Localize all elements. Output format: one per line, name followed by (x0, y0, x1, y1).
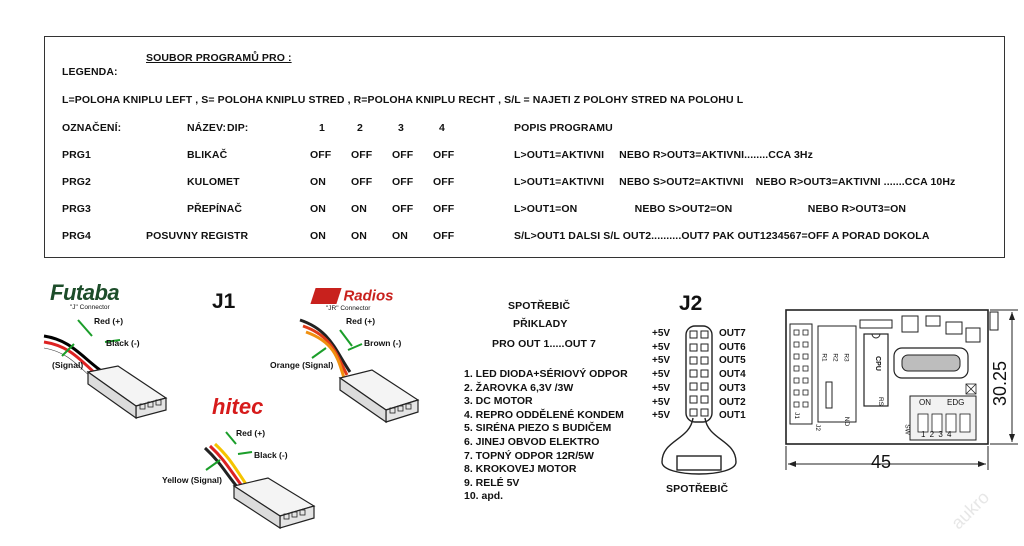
pin-label: OUT2 (719, 396, 746, 408)
row-dip-2: ON (351, 203, 367, 215)
j2-silk: J2 (813, 424, 821, 431)
row-id: PRG1 (62, 149, 91, 161)
row-name: PŘEPÍNAČ (187, 203, 243, 215)
futaba-logo: Futaba (50, 280, 120, 305)
pin-label: +5V (652, 382, 671, 394)
r3-silk: R3 (842, 353, 850, 362)
futaba-connector-type: "J" Connector (70, 304, 110, 311)
row-dip-4: OFF (433, 230, 455, 242)
list-item: 1. LED DIODA+SÉRIOVÝ ODPOR (464, 368, 628, 380)
nd-silk: ND (843, 416, 851, 427)
row-id: PRG4 (62, 230, 91, 242)
list-item: 4. REPRO ODDĚLENÉ KONDEM (464, 408, 624, 421)
hitec-black-label: Black (-) (254, 450, 288, 460)
sw-silk: SW (903, 424, 911, 435)
hitec-logo: hitec (212, 394, 264, 419)
futaba-red-label: Red (+) (94, 316, 124, 326)
dip-numbers-silk: 1 2 3 4 (921, 430, 952, 439)
list-item: 7. TOPNÝ ODPOR 12R/5W (464, 449, 594, 462)
dip-edg-silk: EDG (947, 398, 965, 407)
header-dip-4: 4 (439, 122, 445, 134)
row-id: PRG3 (62, 203, 91, 215)
consumer-title: SPOTŘEBIČ (508, 300, 571, 312)
header-dip: DIP: (227, 122, 249, 134)
row-id: PRG2 (62, 176, 91, 188)
j1-silk: J1 (792, 412, 800, 419)
futaba-black-label: Black (-) (106, 338, 140, 348)
j2-load-label: SPOTŘEBIČ (666, 483, 729, 495)
rs-silk: RS (877, 396, 885, 407)
legend-description: L=POLOHA KNIPLU LEFT , S= POLOHA KNIPLU STRED , R=POLOHA KNIPLU RECHT , S/L = NAJETI Z POLOHY STRED NA POLOHU L (62, 94, 744, 106)
jr-logo-text: Radios (343, 287, 394, 305)
list-item: 5. SIRÉNA PIEZO S BUDIČEM (464, 422, 612, 435)
pin-label: OUT4 (719, 369, 746, 381)
row-dip-1: OFF (310, 149, 332, 161)
row-name: POSUVNY REGISTR (146, 230, 249, 242)
row-dip-4: OFF (433, 203, 455, 215)
row-dip-1: ON (310, 176, 326, 188)
pin-label: OUT6 (719, 341, 746, 353)
legend-title: SOUBOR PROGRAMŮ PRO : (146, 52, 292, 64)
j2-left-pin-labels (652, 327, 670, 423)
legend-label: LEGENDA: (62, 66, 118, 78)
consumer-list (464, 368, 628, 504)
header-dip-3: 3 (398, 122, 404, 134)
dip-on-silk: ON (919, 398, 931, 407)
row-description: L>OUT1=AKTIVNI NEBO S>OUT2=AKTIVNI NEBO R>OUT3=AKTIVNI .......CCA 10Hz (514, 176, 956, 188)
j2-label: J2 (679, 292, 703, 315)
header-designation: OZNAČENÍ: (62, 122, 122, 134)
list-item: 6. JINEJ OBVOD ELEKTRO (464, 435, 600, 448)
row-dip-3: OFF (392, 203, 414, 215)
hitec-signal-label: Yellow (Signal) (162, 475, 222, 485)
consumer-range: PRO OUT 1.....OUT 7 (492, 338, 596, 350)
pin-label: +5V (652, 410, 671, 422)
hitec-red-label: Red (+) (236, 428, 266, 438)
aukro-watermark: aukro (947, 487, 994, 534)
row-dip-3: OFF (392, 176, 414, 188)
pin-label: +5V (652, 328, 671, 339)
j1-label: J1 (212, 290, 236, 313)
row-dip-2: ON (351, 230, 367, 242)
pin-label: +5V (652, 369, 671, 381)
consumer-examples-label: PŘIKLADY (513, 318, 568, 330)
j2-right-pin-labels (719, 327, 746, 423)
header-dip-1: 1 (319, 122, 325, 134)
row-dip-3: ON (392, 230, 408, 242)
pin-label: +5V (652, 341, 671, 353)
jr-red-label: Red (+) (346, 316, 376, 326)
row-dip-2: OFF (351, 149, 373, 161)
header-name: NÁZEV: (187, 122, 227, 134)
row-dip-1: ON (310, 203, 326, 215)
row-dip-3: OFF (392, 149, 414, 161)
cpu-silk: CPU (873, 356, 881, 371)
pcb-drawing (786, 310, 1018, 470)
row-dip-4: OFF (433, 149, 455, 161)
list-item: 9. RELÉ 5V (464, 476, 520, 489)
row-name: KULOMET (187, 176, 240, 188)
jr-connector-type: "JR" Connector (326, 305, 371, 312)
r1-silk: R1 (820, 353, 828, 362)
list-item: 2. ŽAROVKA 6,3V /3W (464, 381, 574, 394)
jr-signal-label: Orange (Signal) (270, 360, 334, 370)
jr-logo-mark (310, 288, 341, 304)
row-description: S/L>OUT1 DALSI S/L OUT2..........OUT7 PAK OUT1234567=OFF A PORAD DOKOLA (514, 230, 930, 242)
row-dip-1: ON (310, 230, 326, 242)
header-dip-2: 2 (357, 122, 363, 134)
futaba-signal-label: (Signal) (52, 360, 84, 370)
jr-logo (313, 287, 393, 305)
list-item: 10. apd. (464, 490, 504, 503)
pin-label: +5V (652, 355, 671, 367)
header-description: POPIS PROGRAMU (514, 122, 613, 134)
r2-silk: R2 (831, 353, 839, 362)
list-item: 8. KROKOVEJ MOTOR (464, 463, 577, 476)
pin-label: OUT3 (719, 382, 746, 394)
pin-label: OUT1 (719, 410, 746, 422)
board-height-dimension: 30.25 (990, 360, 1010, 406)
row-name: BLIKAČ (187, 149, 228, 161)
pin-label: OUT5 (719, 355, 746, 367)
row-description: L>OUT1=ON NEBO S>OUT2=ON NEBO R>OUT3=ON (514, 203, 907, 215)
pin-label: OUT7 (719, 328, 746, 339)
row-description: L>OUT1=AKTIVNI NEBO R>OUT3=AKTIVNI........CCA 3Hz (514, 149, 813, 161)
row-dip-4: OFF (433, 176, 455, 188)
pin-label: +5V (652, 396, 671, 408)
list-item: 3. DC MOTOR (464, 395, 533, 408)
row-dip-2: OFF (351, 176, 373, 188)
jr-brown-label: Brown (-) (364, 338, 402, 348)
board-width-dimension: 45 (871, 452, 892, 472)
jr-connector-drawing (300, 320, 418, 422)
